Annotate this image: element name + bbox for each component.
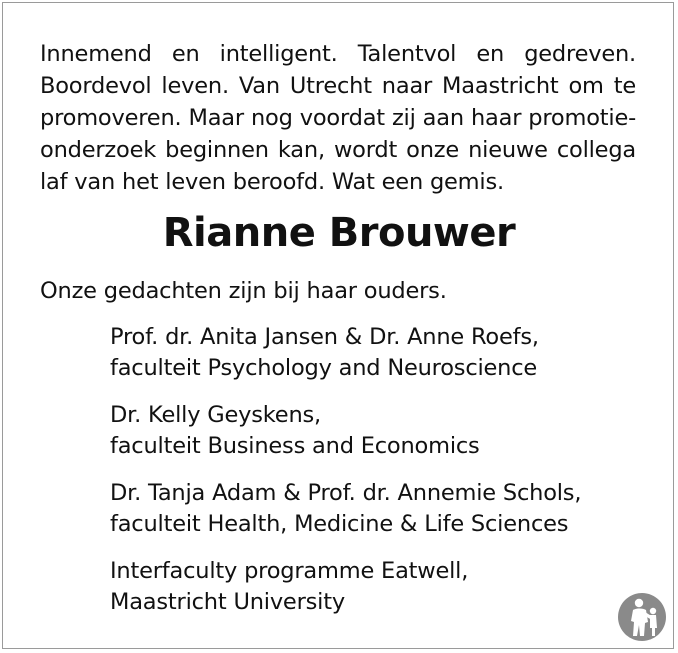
intro-line: promoveren. Maar nog voordat zij aan haar promotie- bbox=[40, 105, 636, 131]
deceased-name: Rianne Brouwer bbox=[162, 210, 516, 256]
signatory-item bbox=[110, 322, 650, 384]
signatory-names: Prof. dr. Anita Jansen & Dr. Anne Roefs, bbox=[110, 324, 539, 350]
signatories-list bbox=[110, 322, 650, 634]
intro-line: onderzoek beginnen kan, wordt onze nieuwe collega bbox=[40, 137, 636, 163]
signatory-faculty: faculteit Health, Medicine & Life Sciences bbox=[110, 511, 569, 537]
signatory-item bbox=[110, 400, 650, 462]
signatory-faculty: Maastricht University bbox=[110, 589, 345, 615]
intro-line: Boordevol leven. Van Utrecht naar Maastricht om te bbox=[40, 73, 636, 99]
mourning-figure-icon bbox=[617, 592, 667, 642]
signatory-names: Interfaculty programme Eatwell, bbox=[110, 558, 469, 584]
signatory-item bbox=[110, 478, 650, 540]
signatory-names: Dr. Kelly Geyskens, bbox=[110, 402, 321, 428]
signatory-item bbox=[110, 556, 650, 618]
intro-text bbox=[40, 38, 636, 198]
thoughts-line: Onze gedachten zijn bij haar ouders. bbox=[40, 278, 447, 304]
signatory-names: Dr. Tanja Adam & Prof. dr. Annemie Schols, bbox=[110, 480, 582, 506]
signatory-faculty: faculteit Business and Economics bbox=[110, 433, 480, 459]
intro-line: Innemend en intelligent. Talentvol en gedreven. bbox=[40, 41, 636, 67]
signatory-faculty: faculteit Psychology and Neuroscience bbox=[110, 355, 538, 381]
intro-line: laf van het leven beroofd. Wat een gemis. bbox=[40, 169, 504, 195]
